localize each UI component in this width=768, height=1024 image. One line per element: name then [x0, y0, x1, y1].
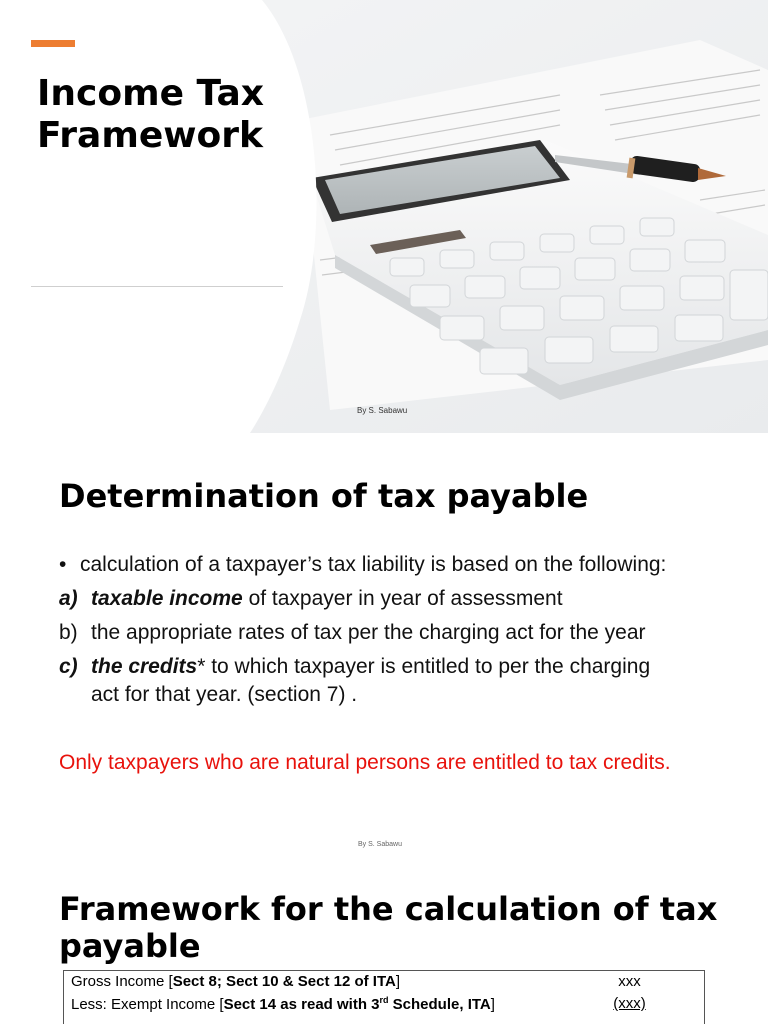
list-text — [91, 587, 563, 611]
slide-title: Framework for the calculation of tax payable — [59, 890, 718, 965]
list-marker: b) — [59, 621, 78, 644]
label-ref: Sect 14 as read with 3 — [223, 996, 380, 1013]
table-row — [71, 995, 704, 1017]
framework-table — [63, 970, 705, 1024]
determination-slide — [0, 433, 768, 865]
byline: By S. Sabawu — [357, 406, 408, 415]
label-part: ] — [395, 973, 401, 990]
list-text: act for that year. (section 7) . — [91, 683, 358, 706]
list-text — [91, 655, 650, 679]
table-row — [71, 973, 704, 995]
row-label — [71, 995, 495, 1013]
title-divider — [31, 286, 283, 287]
row-value: xxx — [618, 973, 641, 990]
slide-title: Determination of tax payable — [59, 477, 589, 515]
list-emphasis: the credits — [91, 655, 198, 678]
list-marker: c) — [59, 655, 78, 678]
bullet-dot-icon: • — [59, 553, 67, 576]
list-text: the appropriate rates of tax per the charging act for the year — [91, 621, 646, 644]
slide-title: Income Tax Framework — [37, 73, 264, 156]
list-emphasis: taxable income — [91, 587, 243, 610]
label-sup: rd — [379, 995, 389, 1005]
row-value: (xxx) — [613, 995, 646, 1012]
label-part: ] — [490, 996, 495, 1013]
label-ref: Sect 8; Sect 10 & Sect 12 of ITA — [172, 973, 396, 990]
label-ref: Schedule, ITA — [388, 996, 491, 1013]
accent-bar — [31, 40, 75, 47]
bullet-text: calculation of a taxpayer’s tax liability is based on the following: — [80, 553, 667, 576]
list-marker: a) — [59, 587, 78, 610]
list-rest: * to which taxpayer is entitled to per the charging — [197, 655, 651, 678]
title-slide — [0, 0, 768, 433]
label-part: Less: Exempt Income [ — [71, 996, 224, 1013]
row-label — [71, 973, 400, 990]
note-text: Only taxpayers who are natural persons are entitled to tax credits. — [59, 751, 671, 774]
label-part: Gross Income [ — [71, 973, 173, 990]
byline: By S. Sabawu — [358, 841, 402, 848]
list-rest: of taxpayer in year of assessment — [242, 587, 563, 610]
title-panel — [0, 0, 768, 433]
framework-slide — [0, 865, 768, 1024]
